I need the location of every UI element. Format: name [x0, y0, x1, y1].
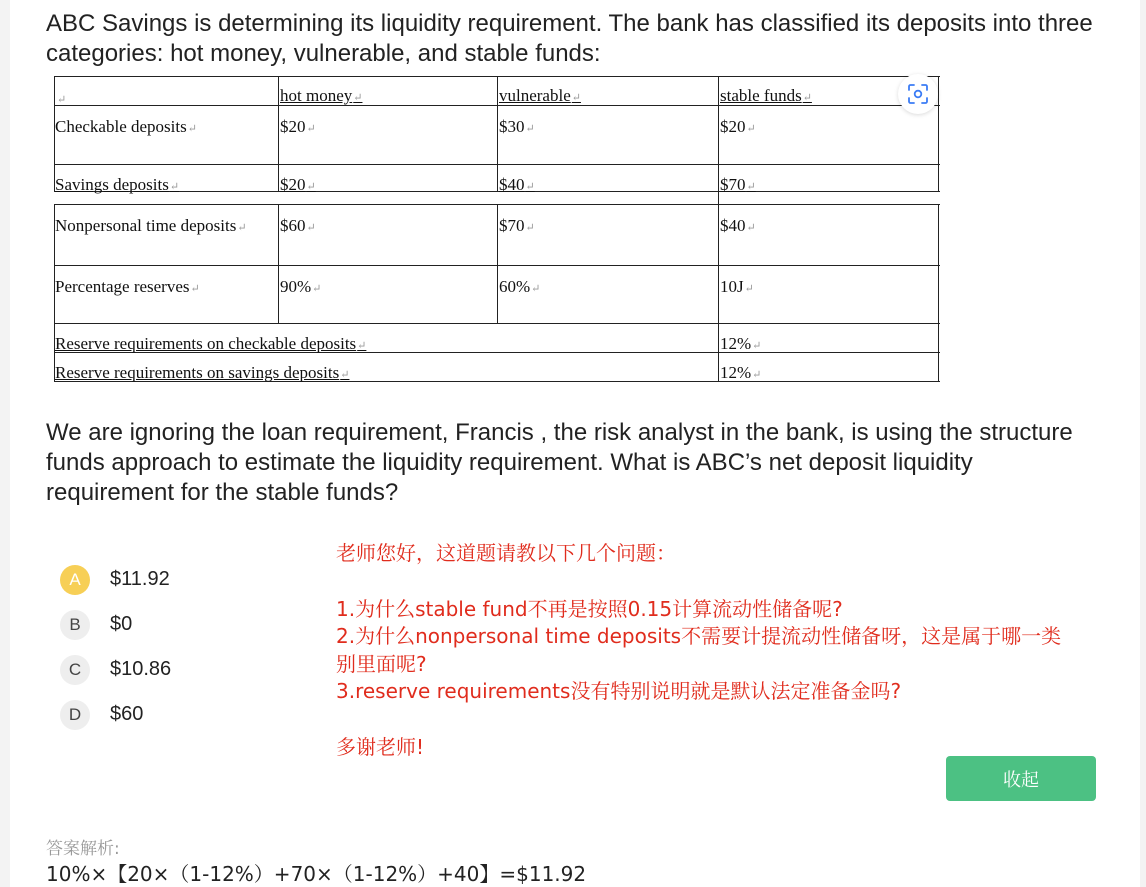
cell: 60%↵	[499, 277, 541, 296]
option-letter-badge: A	[60, 565, 90, 595]
row-label-checkable: Checkable deposits↵	[55, 117, 197, 136]
scan-image-button[interactable]	[898, 74, 938, 114]
question-body: We are ignoring the loan requirement, Francis , the risk analyst in the bank, is using the structure funds approach to estimate the liquidity requirement. What is ABC’s net deposit liquidity requirement for the stable funds?	[46, 419, 1073, 506]
row-label-nonpersonal: Nonpersonal time deposits↵	[55, 216, 247, 235]
student-question-note	[336, 540, 1076, 761]
collapse-button[interactable]: 收起	[946, 756, 1096, 801]
header-hot-money: hot money↵	[280, 86, 363, 105]
option-letter-badge: D	[60, 700, 90, 730]
option-text: $0	[110, 613, 133, 635]
option-letter-badge: C	[60, 655, 90, 685]
question-intro: ABC Savings is determining its liquidity requirement. The bank has classified its deposits into three categories: hot money, vulnerable, and stable funds:	[46, 10, 1093, 67]
reserve-savings-label: Reserve requirements on savings deposits↵	[55, 363, 350, 382]
header-vulnerable: vulnerable↵	[499, 86, 581, 105]
analysis-formula: 10%×【20×（1-12%）+70×（1-12%）+40】=$11.92	[46, 862, 587, 886]
cell: $40↵	[720, 216, 756, 235]
reserve-savings-value: 12%↵	[720, 363, 762, 382]
page-right-edge	[1140, 0, 1146, 887]
cell: 10J↵	[720, 277, 754, 296]
answer-options	[60, 557, 171, 737]
scan-icon	[907, 83, 929, 105]
analysis-title: 答案解析:	[46, 839, 120, 859]
note-question-1: 1.为什么stable fund不再是按照0.15计算流动性储备呢?	[336, 596, 843, 621]
cell: $20↵	[280, 175, 316, 194]
option-b[interactable]	[60, 602, 171, 647]
header-stable-funds: stable funds↵	[720, 86, 812, 105]
option-letter-badge: B	[60, 610, 90, 640]
note-question-3: 3.reserve requirements没有特别说明就是默认法定准备金吗?	[336, 679, 902, 703]
row-label-percentage: Percentage reserves↵	[55, 277, 200, 296]
cell: $40↵	[499, 175, 535, 194]
deposit-table-image: ↵ hot money↵ vulnerable↵ stable funds↵ Checkable deposits↵ $20↵ $30↵ $20↵ Savings deposits↵ $20↵ $40↵ $70↵ Nonpersonal time deposits↵ $60↵ $70↵ $40↵ Percentage reserves↵ 90%↵ 60%↵ 10J↵ Reserve requirements on checkable deposits↵ 12%↵ Reserve requirements on savings deposits↵ 12%↵	[52, 76, 942, 383]
note-question-2: 2.为什么nonpersonal time deposits不需要计提流动性储备呀，这是属于哪一类别里面呢?	[336, 624, 1062, 676]
option-d[interactable]	[60, 692, 171, 737]
row-label-savings: Savings deposits↵	[55, 175, 180, 194]
reserve-checkable-label: Reserve requirements on checkable deposits↵	[55, 334, 367, 353]
option-text: $11.92	[110, 568, 170, 590]
cell: $70↵	[720, 175, 756, 194]
cell: $70↵	[499, 216, 535, 235]
cell: $60↵	[280, 216, 316, 235]
page-left-edge	[0, 0, 10, 887]
option-c[interactable]	[60, 647, 171, 692]
note-thanks: 多谢老师!	[336, 734, 425, 759]
option-text: $60	[110, 703, 144, 725]
reserve-checkable-value: 12%↵	[720, 334, 762, 353]
cell: $30↵	[499, 117, 535, 136]
cell: 90%↵	[280, 277, 322, 296]
option-a[interactable]	[60, 557, 171, 602]
cell: $20↵	[280, 117, 316, 136]
cell: $20↵	[720, 117, 756, 136]
note-greeting: 老师您好，这道题请教以下几个问题：	[336, 541, 676, 565]
option-text: $10.86	[110, 658, 172, 680]
